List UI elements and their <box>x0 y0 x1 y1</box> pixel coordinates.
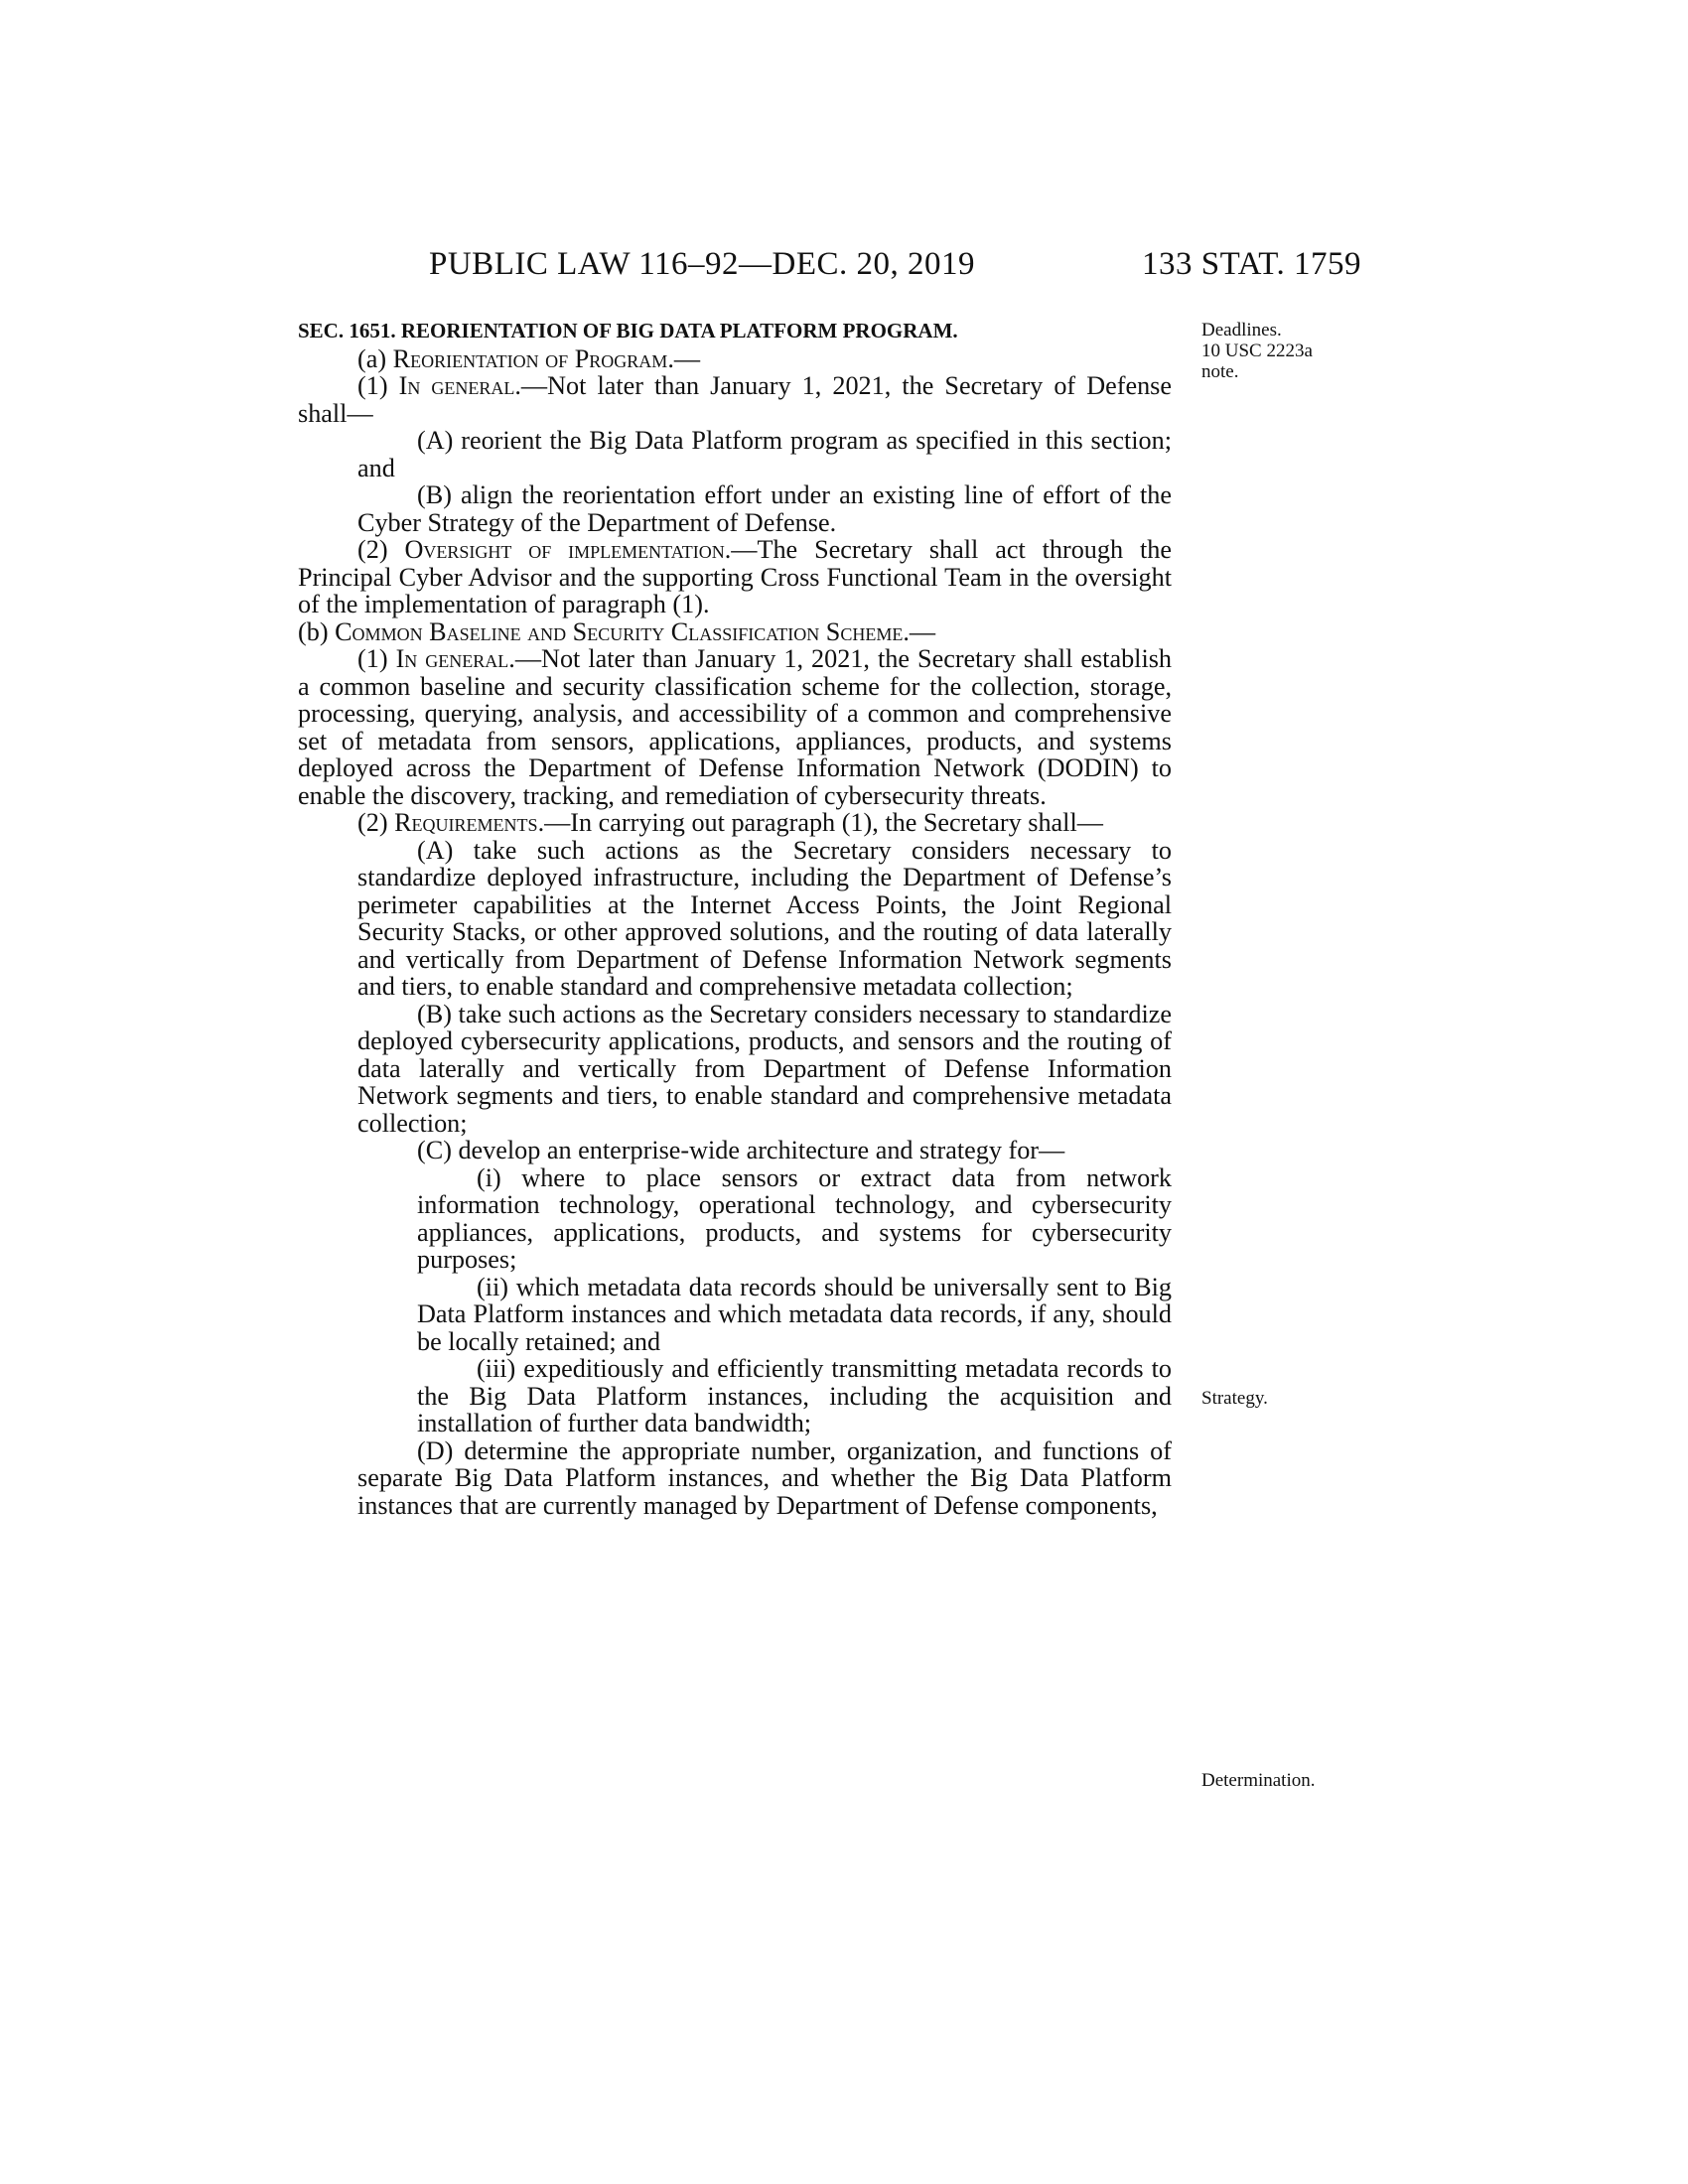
paragraph-a2 <box>298 536 1172 618</box>
paragraph-b2 <box>298 809 1172 837</box>
public-law-title: PUBLIC LAW 116–92—DEC. 20, 2019 <box>429 246 976 282</box>
margin-note-note: note. <box>1201 361 1239 382</box>
clause-b2-C-i: (i) where to place sensors or extract data from network information technology, operational technology, and cybersecurity appliances, applications, products, and systems for cybersecurity purposes; <box>417 1162 1172 1274</box>
subsection-a-dash: .— <box>667 343 701 373</box>
paragraph-a1-B: (B) align the reorientation effort under an existing line of effort of the Cyber Strategy of the Department of Defense. <box>357 480 1172 537</box>
margin-note-usc-citation: 10 USC 2223a <box>1201 341 1313 361</box>
margin-note-strategy: Strategy. <box>1201 1388 1268 1409</box>
page-header <box>0 246 1688 286</box>
paragraph-a1-text: .—Not later than January 1, 2021, the Secretary of Defense shall— <box>298 371 1172 428</box>
paragraph-b2-B: (B) take such actions as the Secretary considers necessary to standardize deployed cybersecurity applications, products, and sensors and the routing of data laterally and vertically from Department of Defense Information Network segments and tiers, to enable standard and comprehensive metadata collection; <box>357 999 1172 1138</box>
statute-page-number: 133 STAT. 1759 <box>1142 246 1362 282</box>
paragraph-a1-heading: In general <box>398 371 515 400</box>
paragraph-b2-text: .—In carrying out paragraph (1), the Secretary shall— <box>537 808 1103 837</box>
paragraph-a2-label: (2) <box>357 535 405 564</box>
document-body <box>298 318 1172 1519</box>
subsection-b-heading: Common Baseline and Security Classification Scheme <box>335 616 904 646</box>
paragraph-b1-label: (1) <box>357 644 396 673</box>
margin-note-deadlines-label: Deadlines. <box>1201 320 1282 341</box>
paragraph-b1 <box>298 645 1172 809</box>
paragraph-a2-heading: Oversight of implementation <box>404 535 725 564</box>
paragraph-b2-heading: Requirements <box>394 808 538 837</box>
subsection-a-heading: Reorientation of Program <box>392 343 668 373</box>
paragraph-a2-text: .—The Secretary shall act through the Principal Cyber Advisor and the supporting Cross Functional Team in the oversight of the implementation of paragraph (1). <box>298 535 1172 618</box>
paragraph-a1-A: (A) reorient the Big Data Platform program as specified in this section; and <box>357 426 1172 482</box>
subsection-b <box>238 618 1172 646</box>
clause-b2-C-iii: (iii) expeditiously and efficiently transmitting metadata records to the Big Data Platform instances, including the acquisition and installation of further data bandwidth; <box>417 1354 1172 1437</box>
paragraph-b2-C: (C) develop an enterprise-wide architecture and strategy for— <box>417 1136 1065 1164</box>
paragraph-b2-A: (A) take such actions as the Secretary considers necessary to standardize deployed infrastructure, including the Department of Defense’s perimeter capabilities at the Internet Access Points, the Joint Regional Security Stacks, or other approved solutions, and the routing of data laterally and vertically from Department of Defense Information Network segments and tiers, to enable standard and comprehensive metadata collection; <box>357 835 1172 1001</box>
subsection-a-label: (a) <box>357 343 393 373</box>
subsection-a <box>298 345 1172 373</box>
margin-note-deadlines <box>1201 320 1313 382</box>
section-heading: SEC. 1651. REORIENTATION OF BIG DATA PLATFORM PROGRAM. <box>298 319 958 342</box>
paragraph-b1-text: .—Not later than January 1, 2021, the Secretary shall establish a common baseline and security classification scheme for the collection, storage, processing, querying, analysis, and accessibility of a common and comprehensive set of metadata from sensors, applications, appliances, products, and systems deployed across the Department of Defense Information Network (DODIN) to enable the discovery, tracking, and remediation of cybersecurity threats. <box>298 644 1172 810</box>
clause-b2-C-ii: (ii) which metadata data records should be universally sent to Big Data Platform instances and which metadata data records, if any, should be locally retained; and <box>417 1272 1172 1356</box>
paragraph-b2-label: (2) <box>357 808 395 837</box>
subsection-b-dash: .— <box>903 616 936 646</box>
paragraph-a1-label: (1) <box>357 371 399 400</box>
subsection-b-label: (b) <box>298 616 336 646</box>
paragraph-b2-D: (D) determine the appropriate number, organization, and functions of separate Big Data Platform instances, and whether the Big Data Platform instances that are currently managed by Department of Defense components, <box>357 1435 1172 1520</box>
paragraph-b1-heading: In general <box>395 644 509 673</box>
margin-note-determination: Determination. <box>1201 1770 1316 1791</box>
paragraph-a1 <box>298 372 1172 427</box>
